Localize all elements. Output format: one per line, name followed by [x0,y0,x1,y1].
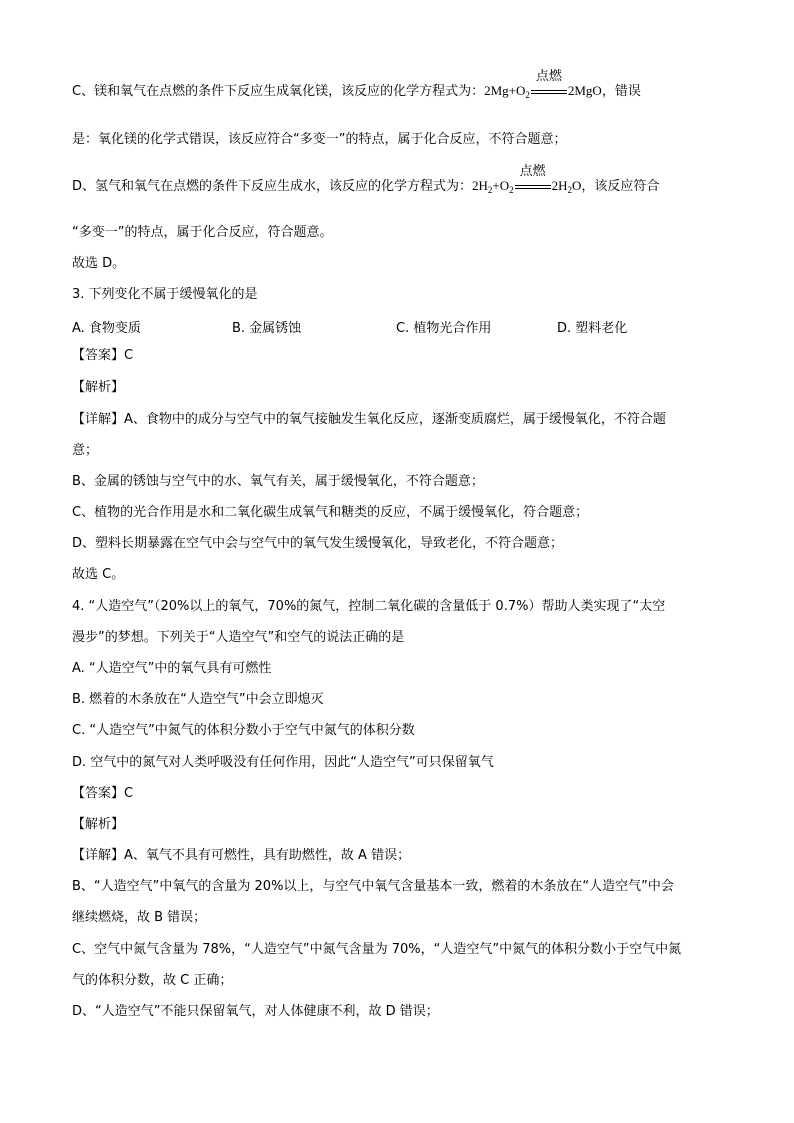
q4-detail-b-line1: B、“人造空气”中氧气的含量为 20%以上，与空气中氧气含量基本一致，燃着的木条放在“人造空气”中会 [72,879,674,894]
q3-option-d: D. 塑料老化 [557,321,628,336]
q2-c-text: C、镁和氧气在点燃的条件下反应生成氧化镁，该反应的化学方程式为： [72,84,485,99]
answer-label: 【答案】 [72,348,125,363]
reaction-condition-equals: 点燃 [531,85,567,99]
q4-detail-b-line2: 继续燃烧，故 B 错误； [72,910,207,925]
q3-detail-d: D、塑料长期暴露在空气中会与空气中的氧气发生缓慢氧化，导致老化，不符合题意； [72,536,564,551]
q3-detail-a-line2: 意； [72,443,99,458]
q3-analysis-label: 【解析】 [72,380,125,395]
q3-conclusion: 故选 C。 [72,567,125,582]
q4-answer [72,785,133,803]
detail-label: 【详解】 [72,412,125,427]
mg-equation: $2Mg+O_2$ 点燃 2MgO [484,69,602,100]
q3-option-c: C. 植物光合作用 [396,321,492,336]
q3-detail-a-line1: 【详解】A、食物中的成分与空气中的氧气接触发生氧化反应，逐渐变质腐烂，属于缓慢氧化，不符合题 [72,412,666,427]
q4-detail-d: D、“人造空气”不能只保留氧气，对人体健康不利，故 D 错误； [72,1004,439,1019]
q4-detail-c-line2: 气的体积分数，故 C 正确； [72,973,233,988]
q4-analysis-label: 【解析】 [72,817,125,832]
q3-option-b: B. 金属锈蚀 [232,321,302,336]
q2-option-c-line1 [72,69,641,104]
q2-option-d-line2: “多变一”的特点，属于化合反应，符合题意。 [72,225,333,240]
q2-d-text: D、氢气和氧气在点燃的条件下反应生成水，该反应的化学方程式为： [72,179,473,194]
q4-option-a: A. “人造空气”中的氧气具有可燃性 [72,661,272,676]
q4-question-line2: 漫步”的梦想。下列关于“人造空气”和空气的说法正确的是 [72,630,405,645]
answer-label: 【答案】 [72,786,125,801]
q3-option-a: A. 食物变质 [72,321,141,336]
answer-value: C [124,786,134,801]
h2-equation: $2H_2+O_2$ 点燃 $2H_2O$ [472,164,582,195]
q2-conclusion: 故选 D。 [72,256,126,271]
q4-question-line1: 4. “人造空气”（20%以上的氧气，70%的氮气，控制二氧化碳的含量低于 0.7%）帮助人类实现了“太空 [72,599,666,614]
q3-detail-c: C、植物的光合作用是水和二氧化碳生成氧气和糖类的反应，不属于缓慢氧化，符合题意； [72,505,589,520]
reaction-condition-equals: 点燃 [515,180,551,194]
q2-option-d-line1 [72,164,660,199]
q4-detail-c-line1: C、空气中氮气含量为 78%，“人造空气”中氮气含量为 70%，“人造空气”中氮气的体积分数小于空气中氮 [72,942,682,957]
answer-value: C [124,348,134,363]
q3-answer [72,347,133,365]
q2-d-tail: ，该反应符合 [581,179,660,194]
q3-detail-b: B、金属的锈蚀与空气中的水、氧气有关，属于缓慢氧化，不符合题意； [72,474,484,489]
q3-question: 3. 下列变化不属于缓慢氧化的是 [72,287,258,302]
q2-option-c-line2: 是：氧化镁的化学式错误，该反应符合“多变一”的特点，属于化合反应，不符合题意； [72,132,567,147]
q2-c-tail: ，错误 [601,84,641,99]
q4-option-b: B. 燃着的木条放在“人造空气”中会立即熄灭 [72,692,324,707]
q4-option-c: C. “人造空气”中氮气的体积分数小于空气中氮气的体积分数 [72,723,415,738]
q4-option-d: D. 空气中的氮气对人类呼吸没有任何作用，因此“人造空气”可只保留氧气 [72,755,494,770]
detail-label: 【详解】 [72,848,125,863]
q4-detail-a: 【详解】A、氧气不具有可燃性，具有助燃性，故 A 错误； [72,848,411,863]
